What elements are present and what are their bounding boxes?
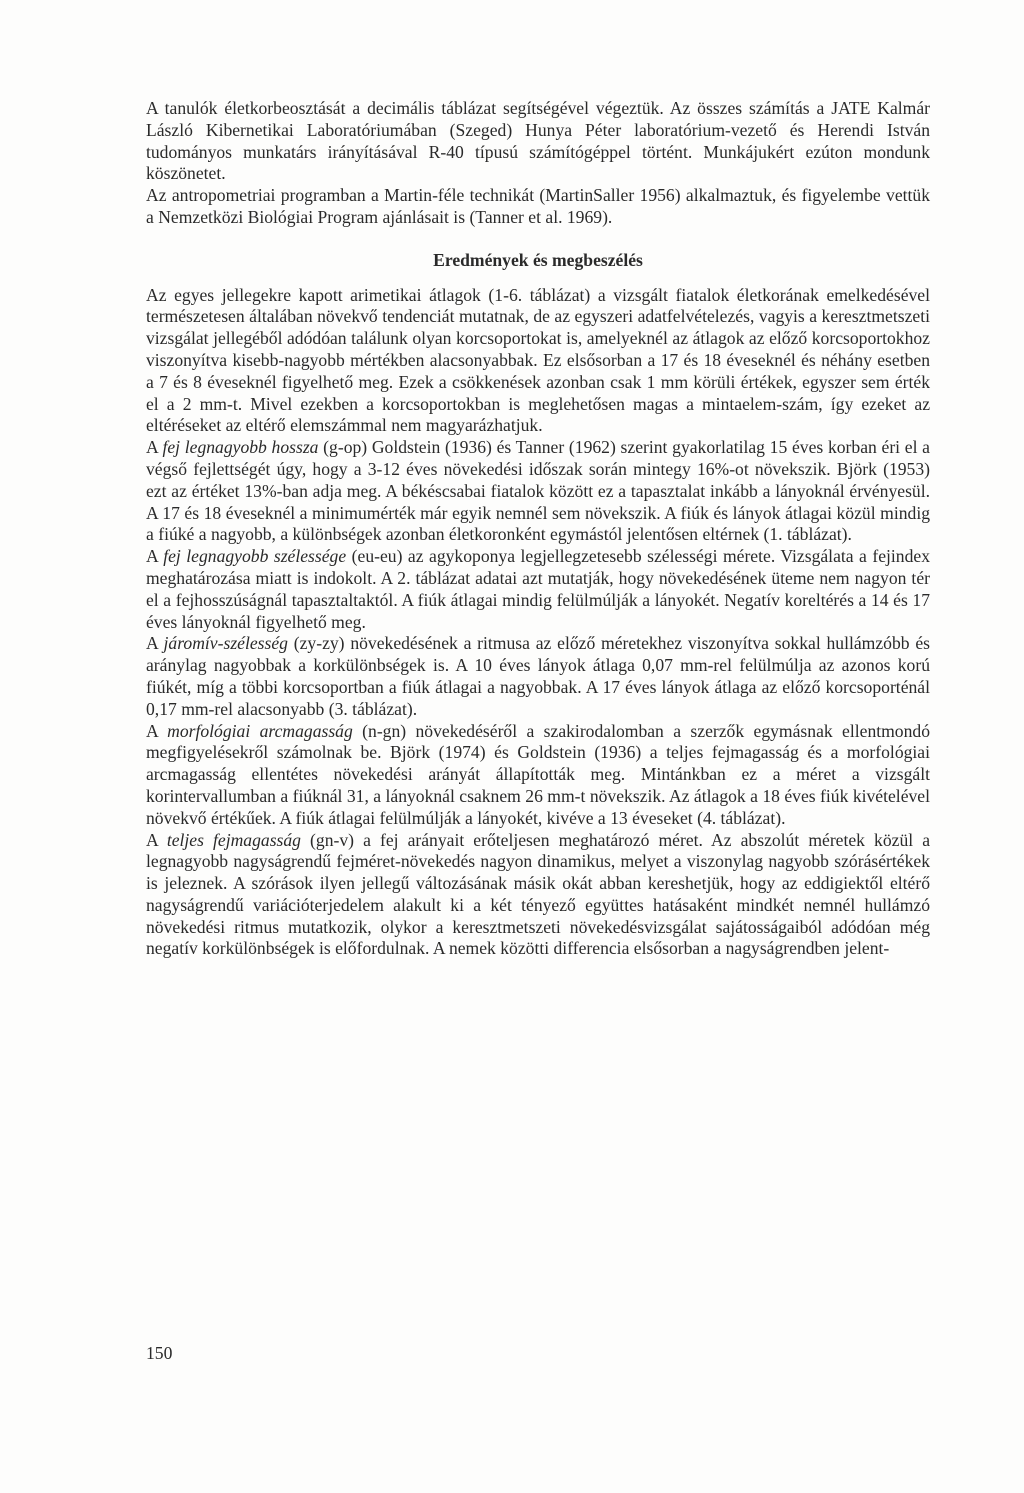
paragraph-age-classification: A tanulók életkorbeosztását a decimális táblázat segítségével végeztük. Az összes számítás a JATE Kalmár László Kibernetikai Laboratóriumában (Szeged) Hunya Péter laboratórium-vezető és Herendi István tudományos munkatárs irányításával R-40 típusú számítógéppel történt. Munkájukért ezúton mondunk köszönetet. [146, 98, 930, 184]
term-total-head-height: teljes fejmagasság [166, 829, 301, 850]
prefix: A [146, 829, 167, 850]
text: (gn-v) a fej arányait erőteljesen meghatározó méret. Az abszolút méretek közül a legnagyobb nagyságrendű fejméret-növekedés nagyon dinamikus, melyet a viszonylag nagyobb szórásértékek is jeleznek. A szórások ilyen jellegű változásának másik okát abban kereshetjük, hogy az eddigiektől eltérő nagyságrendű variációterjedelem alakult ki a két tényező együttes hatásaként mindkét nemnél hullámzó növekedési ritmus mutatkozik, olykor a keresztmetszeti növekedésvizsgálat sajátosságaiból adódóan még negatív korkülönbségek is előfordulnak. A nemek közötti differencia elsősorban a nagyságrendben jelent- [146, 829, 931, 959]
page-number: 150 [146, 1343, 173, 1363]
text: (eu-eu) az agykoponya legjellegzetesebb szélességi mérete. Vizsgálata a fejindex meghatározása miatt is indokolt. A 2. táblázat adatai azt mutatják, hogy növekedésének üteme nem nagyon tér el a fejhosszúságnál tapasztaltaktól. A fiúk átlagai mindig felülmúlják a lányokét. Negatív koreltérés a 14 és 17 éves lányoknál figyelhető meg. [146, 546, 930, 632]
body-text [146, 98, 930, 960]
prefix: A [146, 720, 168, 741]
paragraph-arithmetic-means: Az egyes jellegekre kapott arimetikai átlagok (1-6. táblázat) a vizsgált fiatalok életkorának emelkedésével természetesen általában növekvő tendenciát mutatnak, de az egyszeri adatfelvételezés, vagyis a keresztmetszeti vizsgálat jellegéből adódóan találunk olyan korcsoportokat is, amelyeknél az átlagok az előző korcsoportokhoz viszonyítva kisebb-nagyobb mértékben alacsonyabbak. Ez elsősorban a 17 és 18 éveseknél és néhány esetben a 7 és 8 éveseknél figyelhető meg. Ezek a csökkenések azonban csak 1 mm körüli értékek, egyszer sem érték el a 2 mm-t. Mivel ezekben a korcsoportokban is meglehetősen magas a mintaelem-szám, így ezeket az eltéréseket az eltérő elemszámmal nem magyarázhatjuk. [146, 284, 930, 436]
prefix: A [146, 633, 164, 654]
paragraph-head-width [146, 546, 930, 633]
paragraph-bizygomatic-width [146, 633, 930, 720]
term-head-length: fej legnagyobb hossza [162, 437, 319, 458]
section-heading: Eredmények és megbeszélés [433, 249, 643, 270]
paragraph-total-head-height [146, 830, 930, 961]
term-bizygomatic-width: járomív-szélesség [163, 633, 288, 654]
paragraph-anthropometric-program: Az antropometriai programban a Martin-féle technikát (MartinSaller 1956) alkalmaztuk, és figyelembe vettük a Nemzetközi Biológiai Program ajánlásait is (Tanner et al. 1969). [146, 185, 930, 227]
term-head-width: fej legnagyobb szélessége [163, 546, 347, 567]
paragraph-head-length [146, 437, 930, 546]
text: (g-op) Goldstein (1936) és Tanner (1962) szerint gyakorlatilag 15 éves korban éri el a végső fejlettségét úgy, hogy a 3-12 éves növekedési időszak során mintegy 16%-ot növekszik. Björk (1953) ezt az értéket 13%-ban adja meg. A békéscsabai fiatalok között ez a tapasztalat inkább a lányoknál érvényesül. A 17 és 18 éveseknél a minimumérték már egyik nemnél sem növekszik. A fiúk és lányok átlagai közül mindig a fiúké a nagyobb, a különbségek azonban életkoronként egymástól jelentősen eltérnek (1. táblázat). [146, 437, 930, 545]
term-face-height: morfológiai arcmagasság [167, 720, 353, 741]
prefix: A [146, 546, 164, 567]
text: (n-gn) növekedéséről a szakirodalomban a szerzők egymásnak ellentmondó megfigyelésekről számolnak be. Björk (1974) és Goldstein (1936) a teljes fejmagasság és a morfológiai arcmagasság ellentétes növekedési arányát állapították meg. Mintánkban ez a méret a vizsgált korintervallumban a fiúknál 31, a lányoknál csaknem 26 mm-t növekszik. Az átlagok a 18 éves fiúk kivételével növekvő értékűek. A fiúk átlagai felülmúlják a lányokét, kivéve a 13 éveseket (4. táblázat). [146, 720, 930, 828]
paragraph-face-height [146, 721, 930, 830]
prefix: A [146, 437, 163, 458]
text: (zy-zy) növekedésének a ritmusa az előző méretekhez viszonyítva sokkal hullámzóbb és aránylag nagyobbak a korkülönbségek is. A 10 éves lányok átlaga 0,07 mm-rel felülmúlja az azonos korú fiúkét, míg a többi korcsoportban a fiúk átlagai a nagyobbak. A 17 éves lányok átlaga az előző korcsoporténál 0,17 mm-rel alacsonyabb (3. táblázat). [146, 633, 930, 719]
